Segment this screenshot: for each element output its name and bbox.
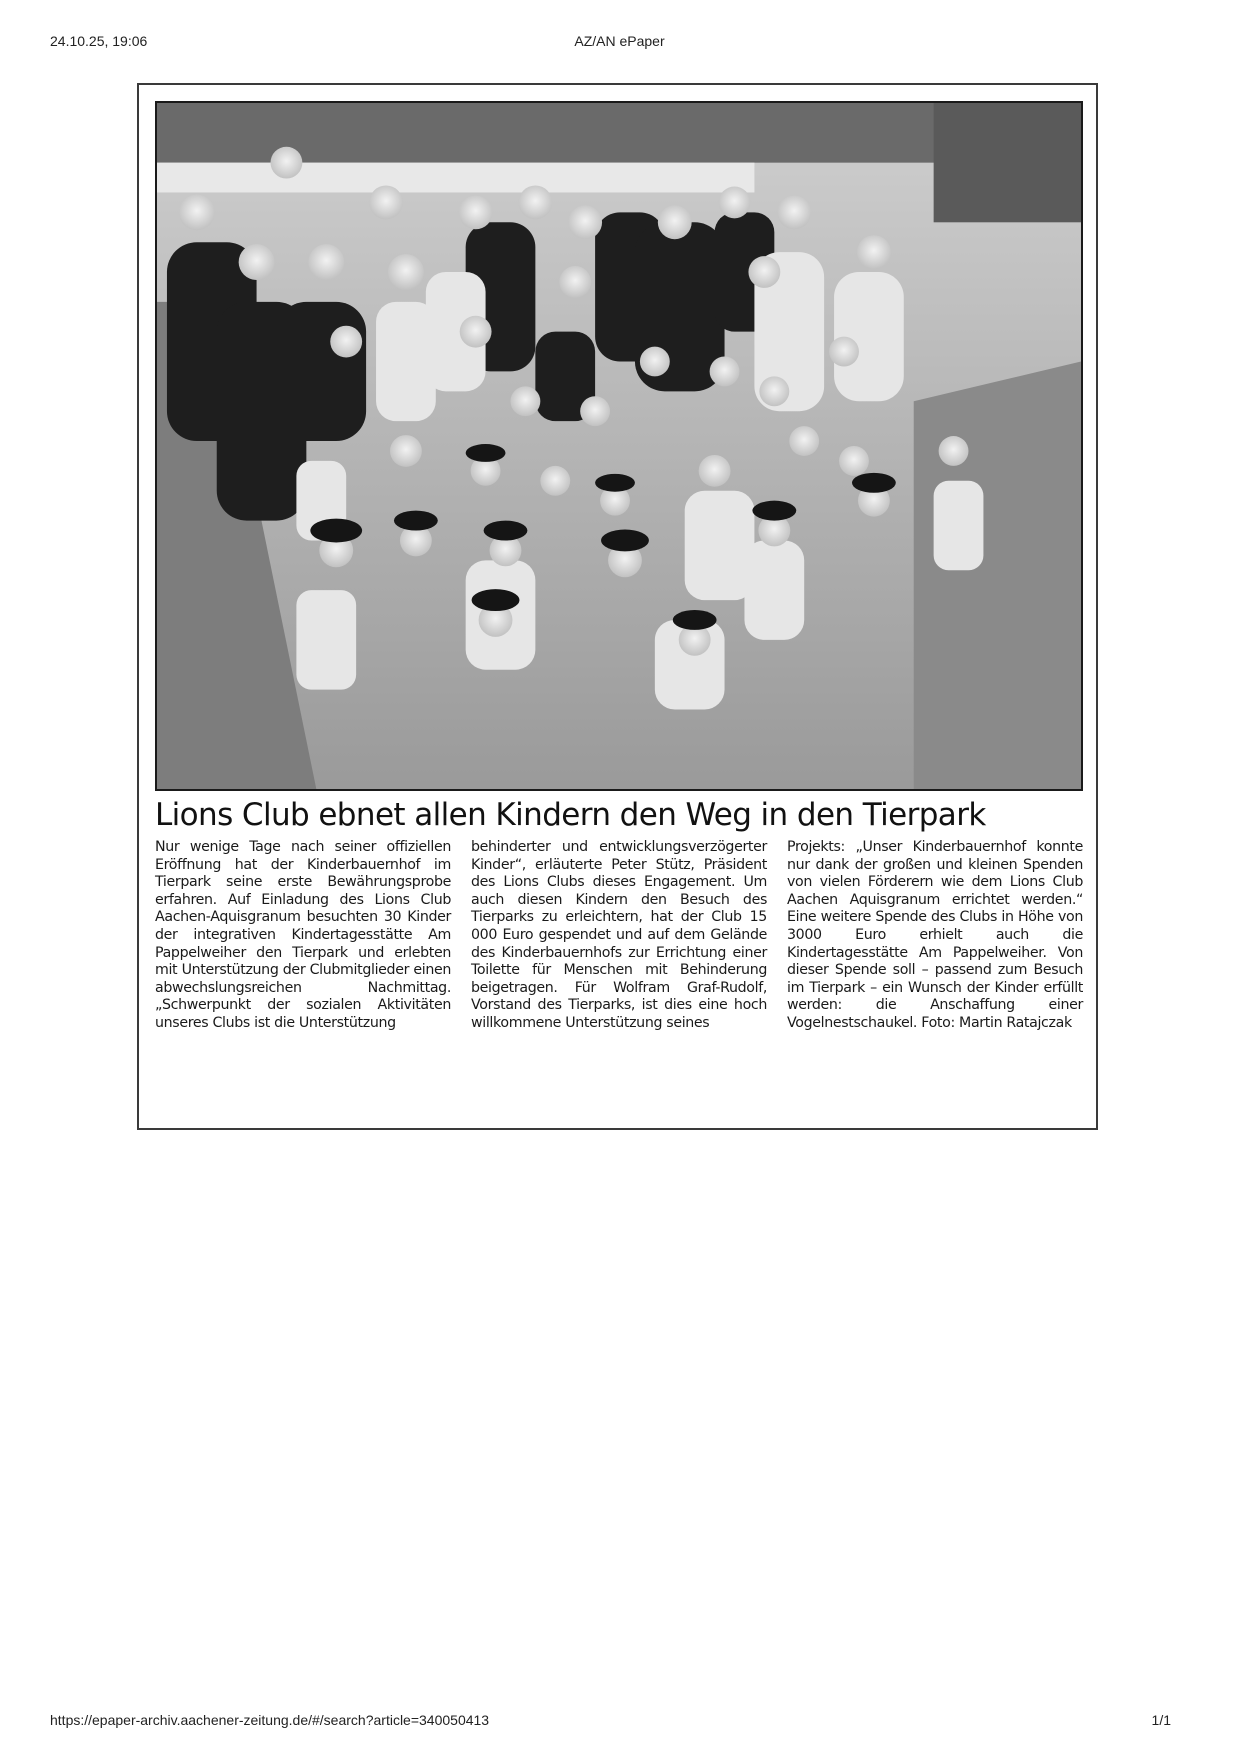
article-paragraph: [787, 839, 1083, 1033]
print-datetime: 24.10.25, 19:06: [50, 33, 148, 49]
article-column-2: [471, 839, 767, 1033]
article-photo: [155, 101, 1083, 791]
print-url: https://epaper-archiv.aachener-zeitung.de/#/search?article=340050413: [50, 1712, 490, 1728]
photo-ground-right: [914, 361, 1081, 789]
article-paragraph: behinderter und entwicklungsverzögerter Kinder“, erläuterte Peter Stütz, Präsident des Lions Clubs dieses Engagement. Um auch diesen Kindern den Besuch des Tierparks zu erleichtern, hat der Club 15 000 Euro gespendet und auf dem Gelände des Kinderbauernhofs zur Errichtung einer Toilette für Menschen mit Behinderung beigetragen. Für Wolfram Graf-Rudolf, Vorstand des Tierparks, ist dies eine hoch willkommene Unterstützung seines: [471, 839, 767, 1031]
article-headline: Lions Club ebnet allen Kindern den Weg in den Tierpark: [155, 797, 986, 833]
article-body: [155, 839, 1083, 1033]
newspaper-clipping: [137, 83, 1098, 1130]
photo-credit: Foto: Martin Ratajczak: [921, 1014, 1072, 1031]
photo-tree: [934, 103, 1081, 222]
print-page-number: 1/1: [1151, 1712, 1171, 1728]
article-column-3: [787, 839, 1083, 1033]
article-column-1: [155, 839, 451, 1033]
article-paragraph: Nur wenige Tage nach seiner offiziellen Eröffnung hat der Kinderbauernhof im Tierpark seine erste Bewährungsprobe erfahren. Auf Einladung des Lions Club Aachen-Aquisgranum besuchten 30 Kinder der integrativen Kindertagesstätte Am Pappelweiher den Tierpark und erlebten mit Unterstützung der Clubmitglieder einen abwechslungsreichen Nachmittag. „Schwerpunkt der sozialen Aktivitäten unseres Clubs ist die Unterstützung: [155, 839, 451, 1031]
article-paragraph-text: Projekts: „Unser Kinderbauernhof konnte nur dank der großen und kleinen Spenden von vielen Förderern wie dem Lions Club Aachen Aquisgranum errichtet werden.“ Eine weitere Spende des Clubs in Höhe von 3000 Euro erhielt auch die Kindertagesstätte Am Pappelweiher. Von dieser Spende soll – passend zum Besuch im Tierpark – ein Wunsch der Kinder erfüllt werden: die Anschaffung einer Vogelnestschaukel.: [787, 839, 1083, 1031]
photo-path: [157, 163, 754, 193]
photo-image-icon: [157, 103, 1081, 789]
print-title: AZ/AN ePaper: [574, 33, 665, 49]
